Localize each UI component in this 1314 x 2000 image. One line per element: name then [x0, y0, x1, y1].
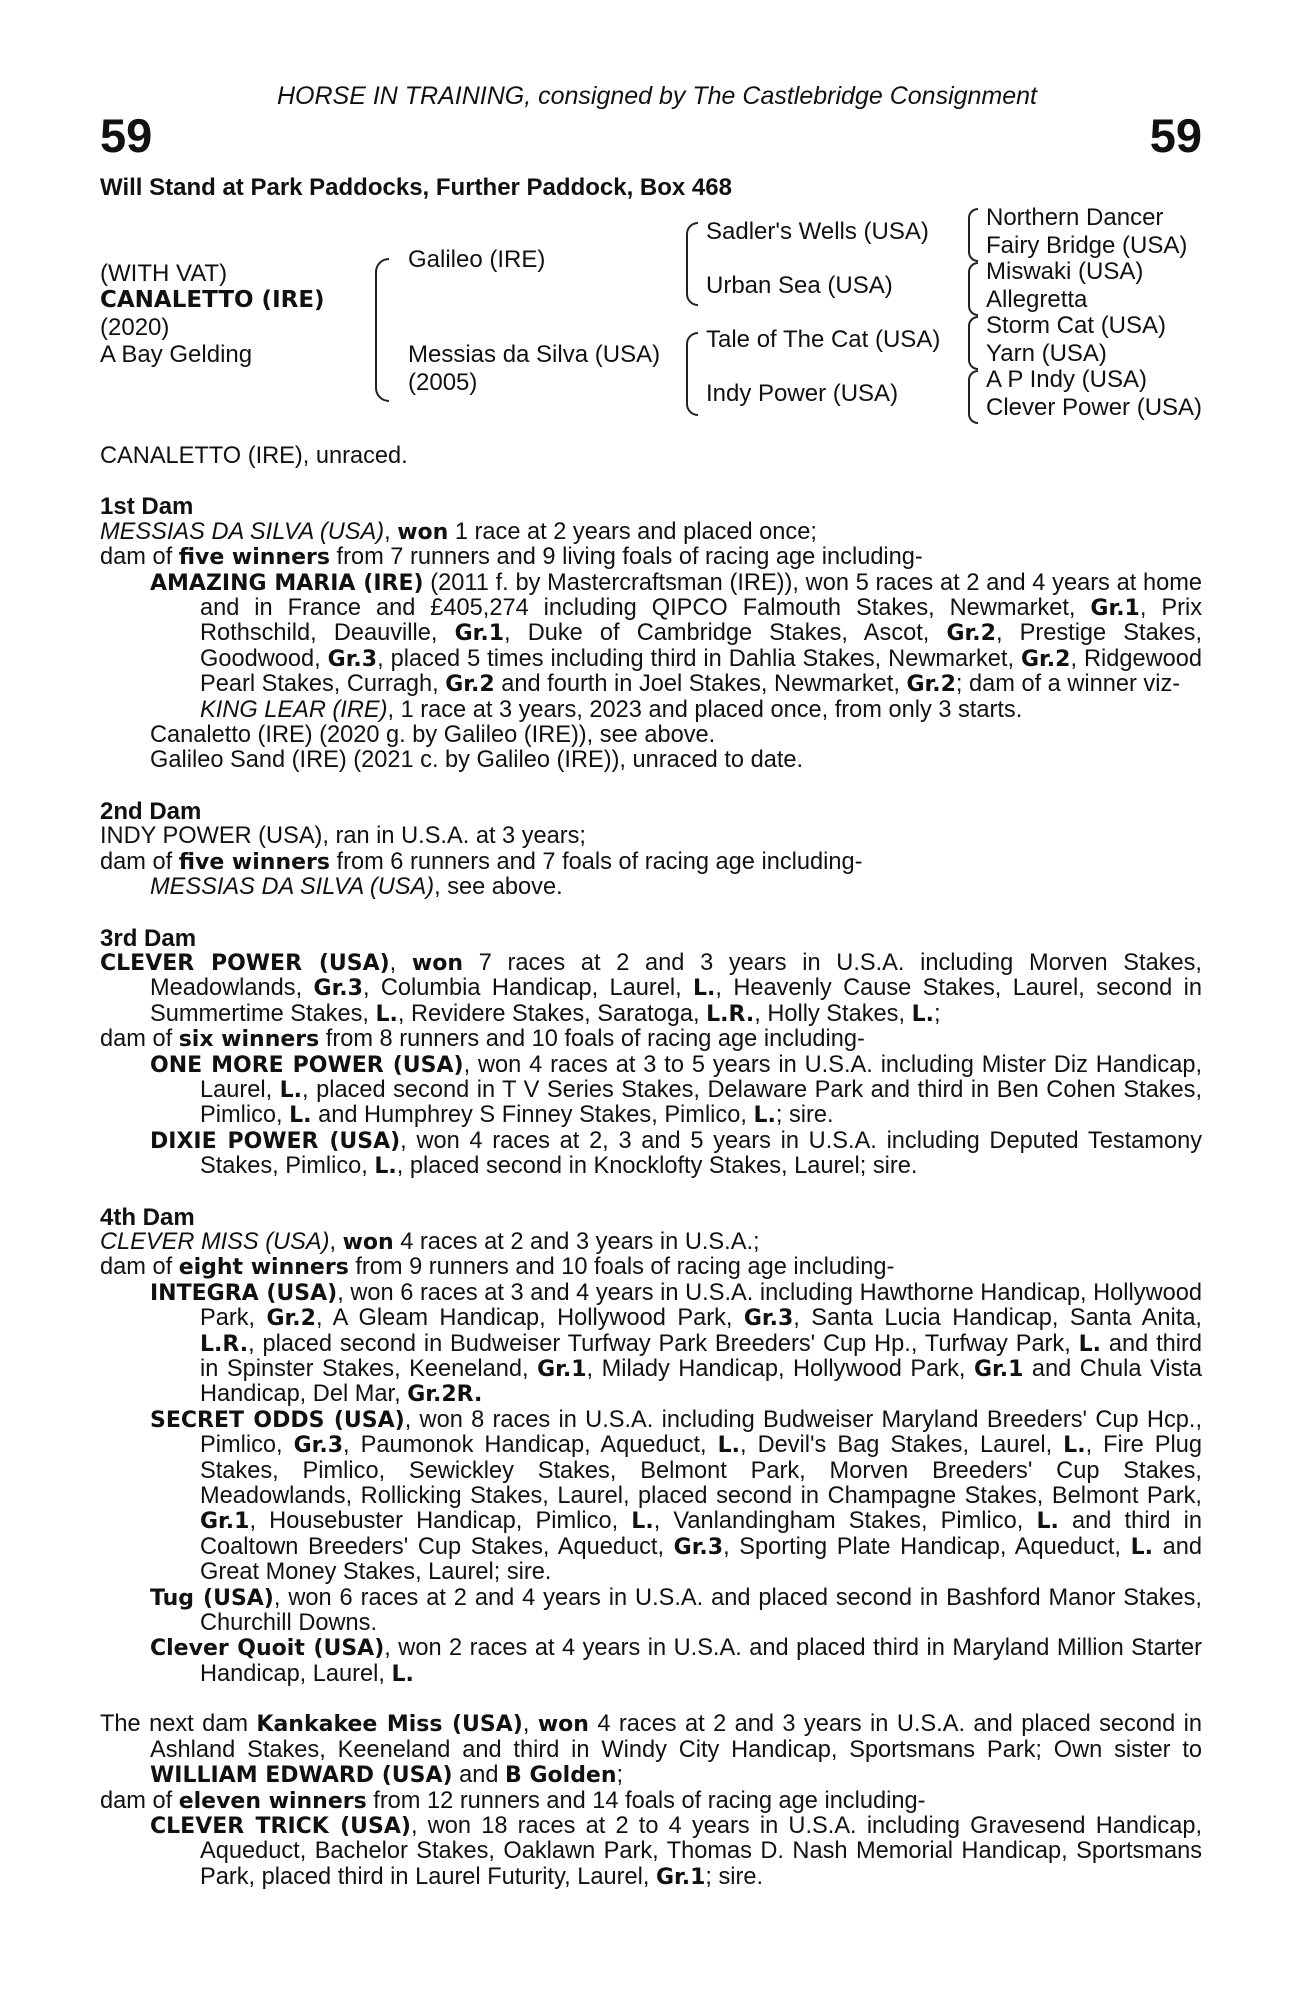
pedigree-gen2-2: Urban Sea (USA): [706, 272, 893, 299]
fourth-dam-title: 4th Dam: [100, 1203, 195, 1231]
pedigree-gen2-1: Sadler's Wells (USA): [706, 218, 929, 245]
pedigree-gen3-5: Storm Cat (USA): [986, 312, 1167, 339]
pedigree-brace-g3-3: [968, 316, 978, 370]
pedigree-dam: Messias da Silva (USA): [408, 341, 661, 368]
page-header: HORSE IN TRAINING, consigned by The Castlebridge Consignment: [276, 82, 1038, 110]
fourth-dam-progeny-3: Tug (USA), won 6 races at 2 and 4 years in U.S.A. and placed second in Bashford Manor Stakes, Churchill Downs.: [150, 1584, 1202, 1637]
pedigree-gen3-7: A P Indy (USA): [986, 366, 1147, 393]
horse-name: CANALETTO (IRE): [100, 287, 325, 313]
second-dam-progeny-1: MESSIAS DA SILVA (USA), see above.: [150, 874, 563, 901]
vat-note: (WITH VAT): [100, 260, 228, 287]
first-dam-progeny-2: Canaletto (IRE) (2020 g. by Galileo (IRE)), see above.: [150, 722, 716, 749]
fourth-dam-progeny-2: SECRET ODDS (USA), won 8 races in U.S.A. including Budweiser Maryland Breeders' Cup Hcp., Pimlico, Gr.3, Paumonok Handicap, Aqueduct, L., Devil's Bag Stakes, Laurel, L., Fire Plug Stakes, Pimlico, Sewickley Stakes, Belmont Park, Morven Breeders' Cup Stakes, Meadowlands, Rollicking Stakes, Laurel, placed second in Champagne Stakes, Belmont Park, Gr.1, Housebuster Handicap, Pimlico, L., Vanlandingham Stakes, Pimlico, L. and third in Coaltown Breeders' Cup Stakes, Aqueduct, Gr.3, Sporting Plate Handicap, Aqueduct, L. and Great Money Stakes, Laurel; sire.: [150, 1406, 1202, 1586]
pedigree-gen2-3: Tale of The Cat (USA): [706, 326, 941, 353]
pedigree-brace-sire: [686, 222, 698, 306]
pedigree-brace-g3-2: [968, 262, 978, 316]
pedigree-brace-g3-4: [968, 370, 978, 424]
pedigree-gen3-1: Northern Dancer: [986, 204, 1164, 231]
summary-line: CANALETTO (IRE), unraced.: [100, 443, 408, 469]
pedigree-gen3-8: Clever Power (USA): [986, 394, 1203, 421]
second-dam-produce: dam of five winners from 6 runners and 7 foals of racing age including-: [100, 848, 863, 875]
next-dam-record: The next dam Kankakee Miss (USA), won 4 races at 2 and 3 years in U.S.A. and placed second in Ashland Stakes, Keeneland and third in Windy City Handicap, Sportsmans Park; Own sister to WILLIAM EDWARD (USA) and B Golden;: [100, 1711, 1202, 1789]
pedigree-gen2-4: Indy Power (USA): [706, 380, 899, 407]
first-dam-progeny-1: AMAZING MARIA (IRE) (2011 f. by Mastercraftsman (IRE)), won 5 races at 2 and 4 years at home and in France and £405,274 including QIPCO Falmouth Stakes, Newmarket, Gr.1, Prix Rothschild, Deauville, Gr.1, Duke of Cambridge Stakes, Ascot, Gr.2, Prestige Stakes, Goodwood, Gr.3, placed 5 times including third in Dahlia Stakes, Newmarket, Gr.2, Ridgewood Pearl Stakes, Curragh, Gr.2 and fourth in Joel Stakes, Newmarket, Gr.2; dam of a winner viz-: [150, 569, 1202, 698]
pedigree-brace-g3-1: [968, 208, 978, 262]
pedigree-sire: Galileo (IRE): [408, 246, 546, 273]
third-dam-progeny-2: DIXIE POWER (USA), won 4 races at 2, 3 and 5 years in U.S.A. including Deputed Testamony Stakes, Pimlico, L., placed second in Knocklofty Stakes, Laurel; sire.: [150, 1127, 1202, 1180]
next-dam-progeny-1: CLEVER TRICK (USA), won 18 races at 2 to 4 years in U.S.A. including Gravesend Handicap, Aqueduct, Bachelor Stakes, Oaklawn Park, Thomas D. Nash Memorial Handicap, Sportsmans Park, placed third in Laurel Futurity, Laurel, Gr.1; sire.: [150, 1812, 1203, 1890]
first-dam-produce: dam of five winners from 7 runners and 9 living foals of racing age including-: [100, 544, 923, 571]
pedigree-brace-dam: [686, 332, 698, 416]
horse-description: A Bay Gelding: [100, 341, 253, 368]
pedigree-gen3-3: Miswaki (USA): [986, 258, 1144, 285]
first-dam-title: 1st Dam: [100, 493, 194, 521]
stand-location: Will Stand at Park Paddocks, Further Paddock, Box 468: [100, 174, 732, 201]
third-dam-produce: dam of six winners from 8 runners and 10 foals of racing age including-: [100, 1026, 865, 1053]
pedigree-gen3-6: Yarn (USA): [986, 340, 1107, 367]
third-dam-title: 3rd Dam: [100, 924, 197, 952]
first-dam-grandprogeny: KING LEAR (IRE), 1 race at 3 years, 2023 and placed once, from only 3 starts.: [200, 696, 1023, 723]
pedigree-gen3-2: Fairy Bridge (USA): [986, 232, 1188, 259]
pedigree-gen3-4: Allegretta: [986, 286, 1088, 313]
fourth-dam-produce: dam of eight winners from 9 runners and 10 foals of racing age including-: [100, 1254, 895, 1281]
fourth-dam-progeny-4: Clever Quoit (USA), won 2 races at 4 years in U.S.A. and placed third in Maryland Million Starter Handicap, Laurel, L.: [150, 1635, 1202, 1687]
catalogue-body: [100, 444, 1202, 1890]
lot-number-left: 59: [100, 109, 153, 162]
second-dam-record: INDY POWER (USA), ran in U.S.A. at 3 years;: [100, 823, 586, 850]
lot-number-right: 59: [1149, 109, 1202, 162]
fourth-dam-record: CLEVER MISS (USA), won 4 races at 2 and 3 years in U.S.A.;: [100, 1228, 760, 1255]
first-dam-record: MESSIAS DA SILVA (USA), won 1 race at 2 years and placed once;: [100, 518, 817, 545]
third-dam-record: CLEVER POWER (USA), won 7 races at 2 and 3 years in U.S.A. including Morven Stakes, Meadowlands, Gr.3, Columbia Handicap, Laurel, L., Heavenly Cause Stakes, Laurel, second in Summertime Stakes, L., Revidere Stakes, Saratoga, L.R., Holly Stakes, L.;: [100, 949, 1203, 1027]
pedigree-dam-year: (2005): [408, 369, 478, 396]
fourth-dam-progeny-1: INTEGRA (USA), won 6 races at 3 and 4 years in U.S.A. including Hawthorne Handicap, Hollywood Park, Gr.2, A Gleam Handicap, Hollywood Park, Gr.3, Santa Lucia Handicap, Santa Anita, L.R., placed second in Budweiser Turfway Park Breeders' Cup Hp., Turfway Park, L. and third in Spinster Stakes, Keeneland, Gr.1, Milady Handicap, Hollywood Park, Gr.1 and Chula Vista Handicap, Del Mar, Gr.2R.: [150, 1279, 1203, 1408]
pedigree-brace-main: [375, 258, 389, 402]
horse-year: (2020): [100, 314, 170, 341]
next-dam-produce: dam of eleven winners from 12 runners and 14 foals of racing age including-: [100, 1787, 926, 1814]
third-dam-progeny-1: ONE MORE POWER (USA), won 4 races at 3 to 5 years in U.S.A. including Mister Diz Handicap, Laurel, L., placed second in T V Series Stakes, Delaware Park and third in Ben Cohen Stakes, Pimlico, L. and Humphrey S Finney Stakes, Pimlico, L.; sire.: [150, 1051, 1202, 1129]
first-dam-progeny-3: Galileo Sand (IRE) (2021 c. by Galileo (IRE)), unraced to date.: [150, 747, 804, 774]
second-dam-title: 2nd Dam: [100, 797, 202, 825]
